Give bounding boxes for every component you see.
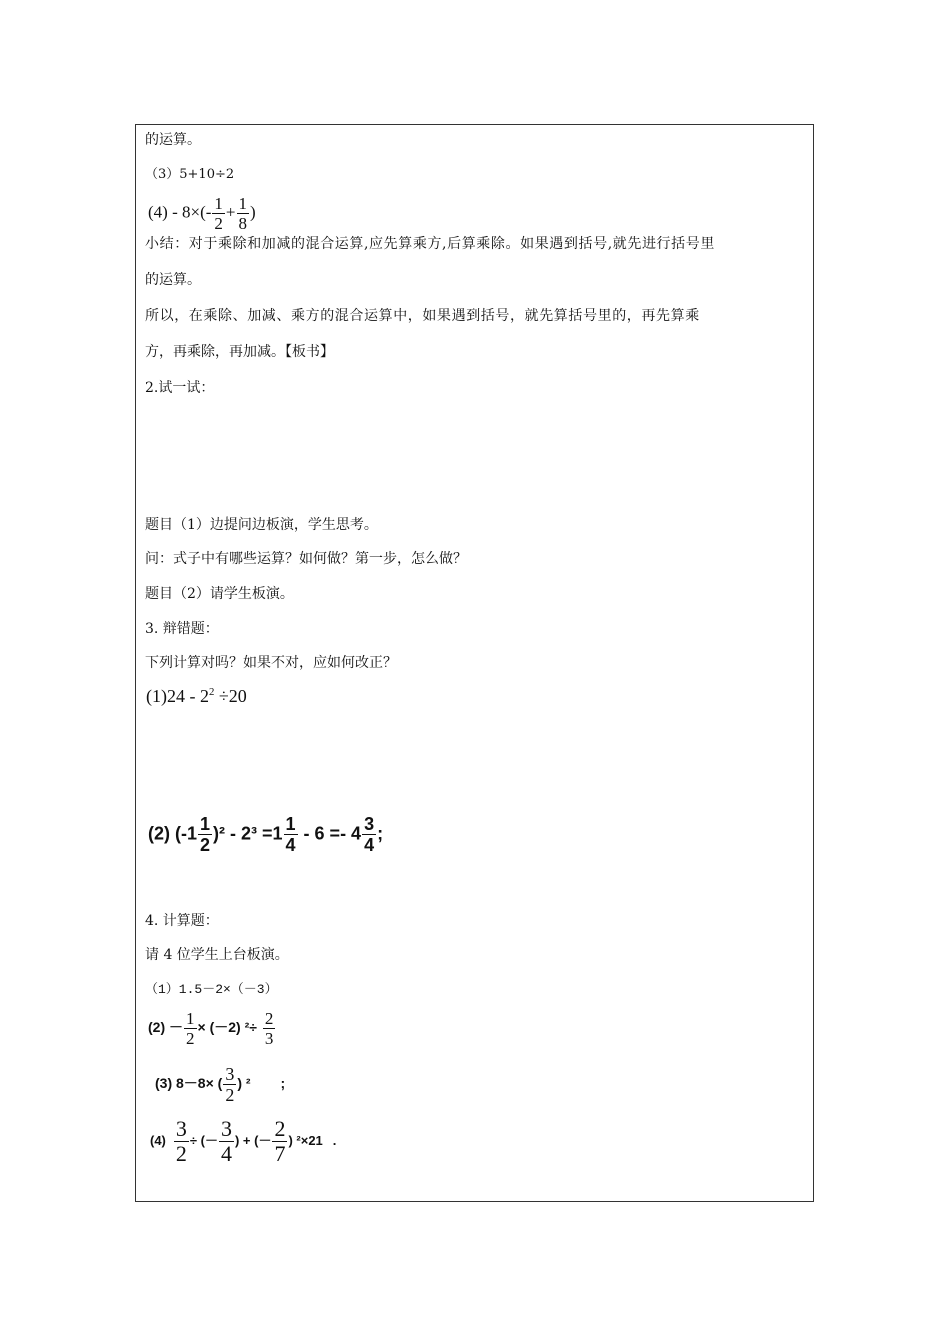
calc-item-4: (4) $\frac{3}{2}$ ÷ (－ $\frac{3}{4}$ ) + (－ $\frac{2}{7}$ ) ²×21 .	[150, 1116, 337, 1166]
error-item-2: (2) (-1 $\frac{1}{2}$ )² - 2³ =1 $\frac{1}{4}$ - 6 =- 4 $\frac{3}{4}$ ;	[148, 814, 384, 855]
text-line: 3. 辩错题：	[145, 621, 219, 637]
text-line: 小结：对于乘除和加减的混合运算,应先算乘方,后算乘除。如果遇到括号,就先进行括号里	[145, 236, 715, 252]
text-line: （3）5+10÷2	[145, 167, 235, 182]
text-line: 2.试一试：	[145, 380, 215, 396]
formula-4: (4) - 8×(- $\frac{1}{2}$ + $\frac{1}{8}$ )	[148, 194, 256, 233]
text-line: 请 4 位学生上台板演。	[145, 947, 289, 963]
text-line: 问：式子中有哪些运算？如何做？第一步，怎么做？	[145, 551, 467, 567]
text-line: 下列计算对吗？如果不对，应如何改正？	[145, 655, 397, 671]
text-line: 的运算。	[145, 272, 201, 288]
text-line: 方，再乘除，再加减。【板书】	[145, 344, 334, 360]
calc-item-2: (2) － $\frac{1}{2}$ × (－2) ²÷ $\frac{2}{3}$	[148, 1009, 274, 1048]
text-line: 题目（1）边提问边板演，学生思考。	[145, 517, 378, 533]
text-line: （1）1.5－2×（－3）	[145, 982, 278, 997]
text-line: 的运算。	[145, 132, 201, 148]
error-item-1: $(1)24 - 2^2 \div 20$	[146, 686, 247, 706]
text-line: 所以，在乘除、加减、乘方的混合运算中，如果遇到括号，就先算括号里的，再先算乘	[145, 308, 700, 324]
calc-item-3: (3) 8－8× ( $\frac{3}{2}$ ) ² ;	[155, 1064, 286, 1105]
text-line: 题目（2）请学生板演。	[145, 586, 294, 602]
text-line: 4. 计算题：	[145, 913, 219, 929]
